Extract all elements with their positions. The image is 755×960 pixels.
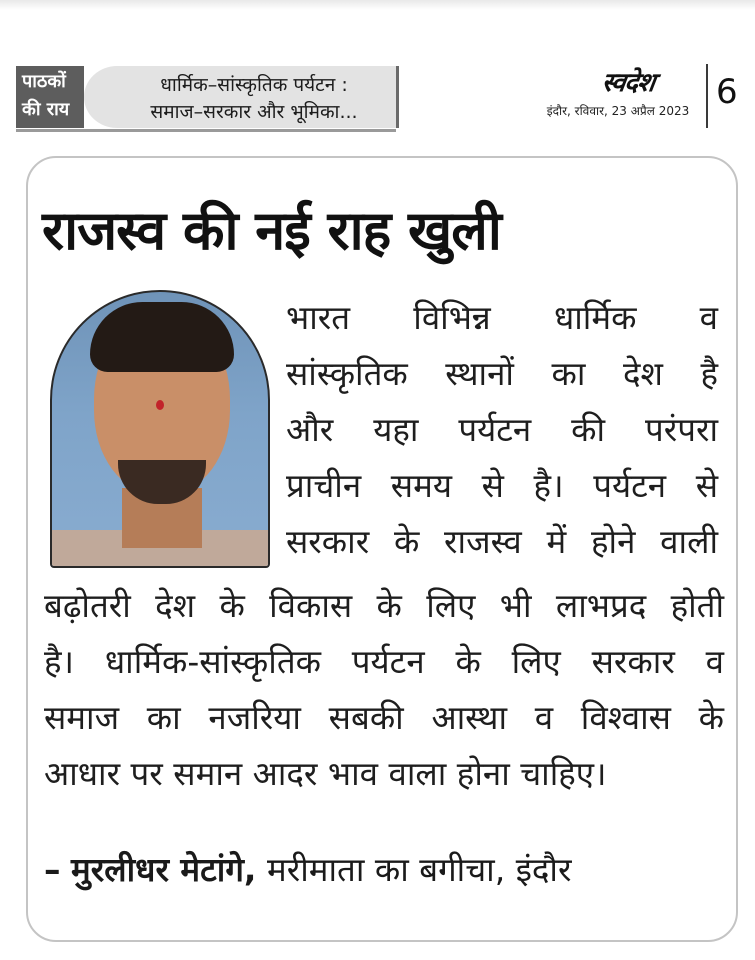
body-line: है। धार्मिक-सांस्कृतिक पर्यटन के लिए सरकार व [44, 642, 724, 681]
section-tag-line2: की राय [22, 99, 70, 120]
body-line: सांस्कृतिक स्थानों का देश है [286, 354, 718, 393]
photo-tilak [156, 400, 164, 410]
article-attribution [44, 842, 724, 898]
article-full-text [44, 578, 724, 802]
body-line: आधार पर समान आदर भाव वाला होना चाहिए। [44, 754, 607, 793]
body-line: सरकार के राजस्व में होने वाली [286, 522, 718, 561]
author-location: मरीमाता का बगीचा, इंदौर [266, 850, 572, 889]
dateline: इंदौर, रविवार, 23 अप्रैल 2023 [546, 104, 690, 118]
masthead-logo: स्वदेश [599, 68, 657, 98]
topic-line2: समाज–सरकार और भूमिका... [150, 101, 358, 123]
body-line: समाज का नजरिया सबकी आस्था व विश्वास के [44, 698, 724, 737]
band-underline [16, 129, 396, 132]
article-wrapped-text [286, 290, 718, 570]
body-line: भारत विभिन्न धार्मिक व [286, 298, 718, 337]
section-tag-line1: पाठकों [22, 71, 66, 92]
page-header [0, 60, 755, 136]
body-line: और यहा पर्यटन की परंपरा [286, 410, 718, 449]
body-line: बढ़ोतरी देश के विकास के लिए भी लाभप्रद होती [44, 586, 724, 625]
section-tag [16, 66, 84, 128]
author-photo [50, 290, 270, 568]
page-number: 6 [716, 72, 738, 112]
body-line: प्राचीन समय से है। पर्यटन से [286, 466, 718, 505]
top-rule [0, 0, 755, 10]
topic-title [118, 72, 390, 126]
article-headline: राजस्व की नई राह खुली [42, 199, 501, 262]
header-divider [706, 64, 708, 128]
photo-hair [90, 302, 234, 372]
topic-line1: धार्मिक–सांस्कृतिक पर्यटन : [160, 74, 348, 96]
author-name: मुरलीधर मेटांगे, [71, 850, 257, 889]
attribution-dash: – [44, 850, 61, 889]
